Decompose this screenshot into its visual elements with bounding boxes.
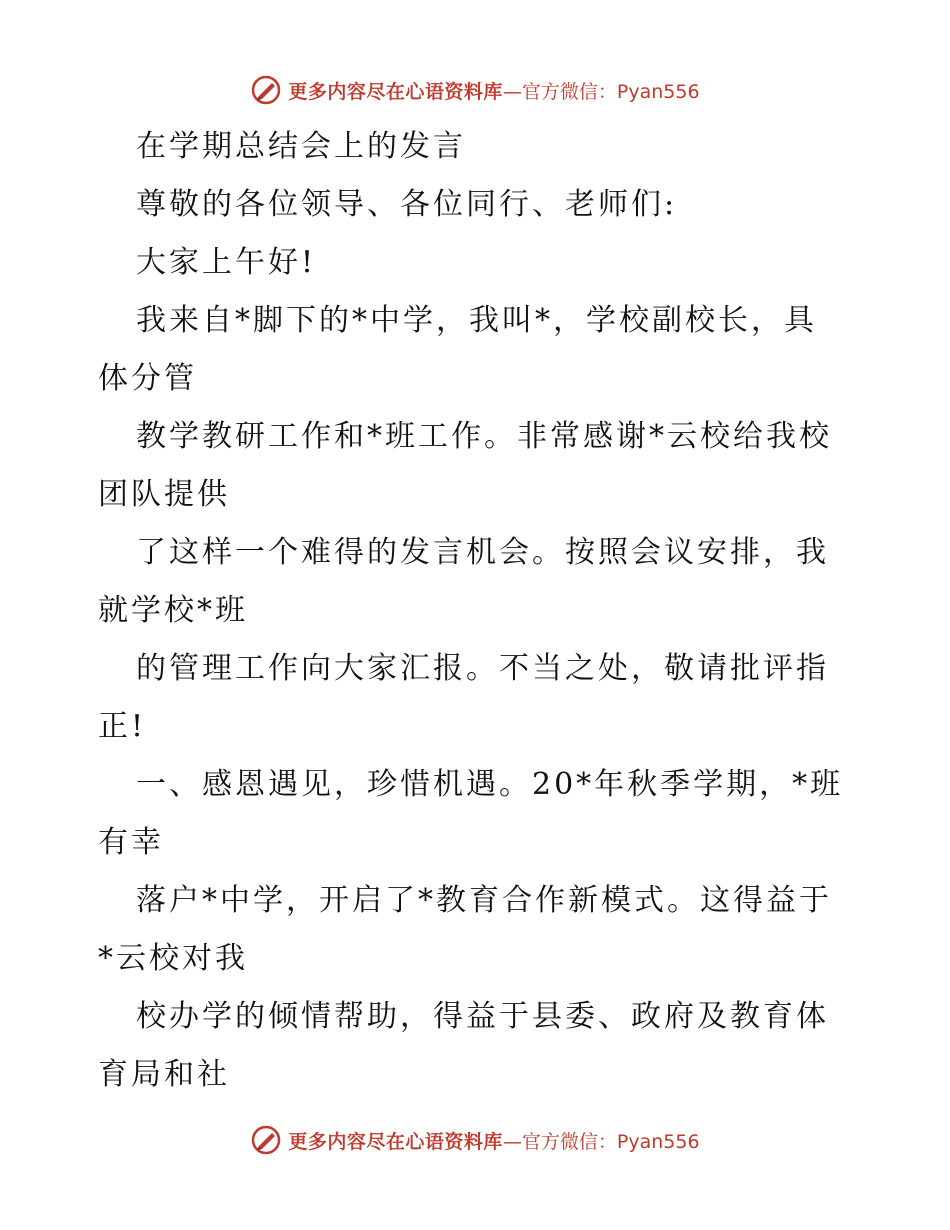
footer-banner xyxy=(0,1120,950,1160)
doc-line: 正! xyxy=(98,709,147,744)
doc-line: 大家上午好! xyxy=(136,245,317,280)
doc-line: 在学期总结会上的发言 xyxy=(136,129,466,164)
banner-text: 更多内容尽在心语资料库 xyxy=(288,1130,503,1153)
doc-line: 教学教研工作和*班工作。非常感谢*云校给我校 xyxy=(136,419,832,454)
doc-line: 尊敬的各位领导、各位同行、老师们: xyxy=(136,187,678,222)
doc-line: 就学校*班 xyxy=(98,593,248,628)
doc-line: 育局和社 xyxy=(98,1057,230,1092)
doc-line: 校办学的倾情帮助，得益于县委、政府及教育体 xyxy=(136,999,829,1034)
doc-line: 有幸 xyxy=(98,825,164,860)
logo-icon xyxy=(250,1124,282,1156)
logo-icon xyxy=(250,74,282,106)
doc-line: 团队提供 xyxy=(98,477,230,512)
banner-wechat: —官方微信：Pyan556 xyxy=(502,80,700,103)
doc-line: 了这样一个难得的发言机会。按照会议安排，我 xyxy=(136,535,829,570)
doc-line: 体分管 xyxy=(98,361,197,396)
doc-line: 我来自*脚下的*中学，我叫*，学校副校长，具 xyxy=(136,303,817,338)
banner-wechat: —官方微信：Pyan556 xyxy=(502,1130,700,1153)
doc-line: 的管理工作向大家汇报。不当之处，敬请批评指 xyxy=(136,651,829,686)
doc-line: *云校对我 xyxy=(98,941,248,976)
banner-text: 更多内容尽在心语资料库 xyxy=(288,80,503,103)
header-banner xyxy=(0,70,950,110)
doc-line: 一、感恩遇见，珍惜机遇。20*年秋季学期，*班 xyxy=(136,767,844,802)
doc-line: 落户*中学，开启了*教育合作新模式。这得益于 xyxy=(136,883,832,918)
document-body xyxy=(98,118,858,1104)
